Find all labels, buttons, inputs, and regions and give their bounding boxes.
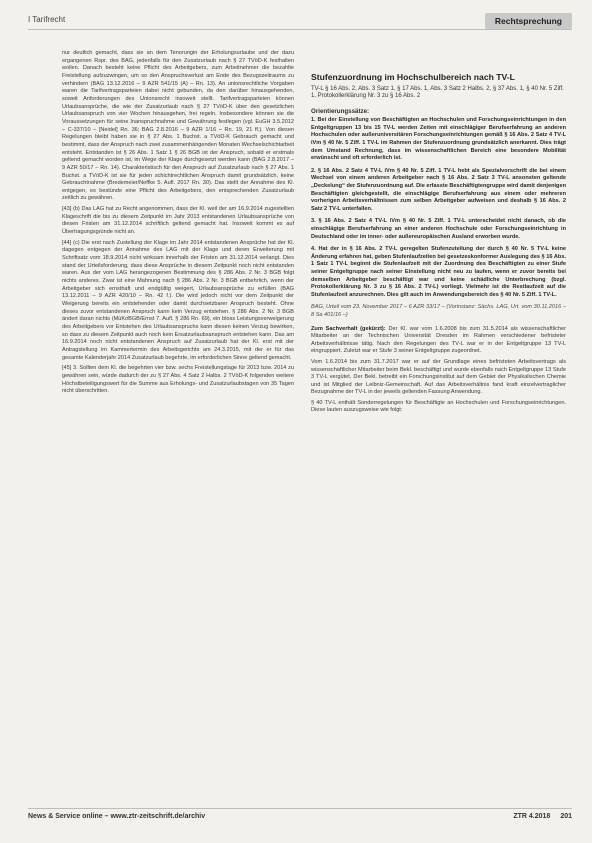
orientation-heading: Orientierungssätze:: [311, 107, 370, 115]
left-paragraph: [43] (b) Das LAG hat zu Recht angenommen, dass der Kl. weil der am 16.9.2014 zugestellten Klageschrift die bis zu diesem Zeitpunkt im Jahr 2013 entstandenen Urlaubsansprüche von diesen Fristen am 31.12.2014 schriftlich geltend gemacht hat. Insoweit kommt es auf Übertragungsgründe nicht an.: [62, 206, 294, 236]
court-citation: BAG, Urteil vom 23. November 2017 – 6 AZR 33/17 – (Vorinstanz: Sächs. LAG, Urt. vom 30.11.2016 – 8 Sa 401/16 –): [311, 304, 566, 318]
decision-title: Stufenzuordnung im Hochschulbereich nach TV-L: [311, 72, 515, 82]
body-text: Vom 1.6.2014 bis zum 31.7.2017 war er auf der Grundlage eines befristeten Arbeitsvertrags als wissenschaftlicher Mitarbeiter beim Bekl. beschäftigt und wurde ebenfalls nach Entgeltgruppe 13 Stufe 3 TV-L vergütet. Der Bekl. betreibt ein Forschungsinstitut auf dem Gebiet der Physikalischen Chemie und ist Mitglied der Leibniz-Gemeinschaft. Auf das Arbeitsverhältnis fand kraft einzelvertraglicher Bezugnahme der TV-L in der jeweils geltenden Fassung Anwendung.: [311, 358, 566, 396]
journal-issue: ZTR 4.2018: [513, 813, 551, 820]
left-paragraph: [45] 3. Sollten dem Kl. die begehrten vier bzw. sechs Freistellungstage für 2013 bzw. 2014 zu gewähren sein, würde dadurch der zu § 27 Abs. 4 Satz 2 Halbs. 2 TVöD-K folgenden weitere Höchstbeteiligungswert für die Summe aus Erholungs- und Zusatzurlaubstagen von 35 Tagen nicht überschritten.: [62, 365, 294, 395]
footer-issue: [513, 813, 572, 820]
leitsatz: 2. § 16 Abs. 2 Satz 4 TV-L iVm § 40 Nr. 5 Ziff. 1 TV-L hebt als Spezialvorschrift die bei einem Wechsel von einem anderen Arbeitgeber nach § 16 Abs. 2 Satz 3 TV-L ansonsten geltende „Deckelung“ der Stufenzuordnung auf. Die erfasste Beschäftigtengruppe wird damit denjenigen Beschäftigten gleichgestellt, die einschlägige Berufserfahrung aus einem oder mehreren vorherigen Arbeitsverhältnissen zum selben Arbeitgeber aufweisen und deshalb § 16 Abs. 2 Satz 2 TV-L unterfallen.: [311, 167, 566, 212]
norm-references: TV-L § 16 Abs. 2, Abs. 3 Satz 1, § 17 Abs. 1, Abs. 3 Satz 2 Halbs. 2, § 37 Abs. 1, § 40 Nr. 5 Ziff. 1, Protokollerklärung Nr. 3 zu § 16 Abs. 2: [311, 85, 564, 100]
body-paragraph: [311, 359, 566, 397]
left-paragraph: [44] (c) Die erst nach Zustellung der Klage im Jahr 2014 entstandenen Ansprüche hat der Kl. dagegen entgegen der Annahme des LAG mit der Klage und deren Erweiterung mit Schriftsatz vom 18.9.2014 nicht wirksam innerhalb der Fristen am 31.12.2014 verlangt. Dies stand der Urteilsforderung, dass diese Ansprüche in diesem Zeitpunkt noch nicht entstanden waren. Aus der vom LAG herangezogenen Bestimmung des § 286 Abs. 2 Nr. 3 BGB folgt nichts anderes. Zwar ist eine Mahnung nach § 286 Abs. 2 Nr. 3 BGB entbehrlich, wenn der Arbeitgeber sich ernsthaft und endgültig weigert, Urlaubsansprüche zu erfüllen (BAG 13.12.2011 – 9 AZR 420/10 – Rn. 42 f.). Die wird jedoch nicht vor dem Zeitpunkt der Weigerung bereits ein entstehender oder damit durchsetzbarer Anspruch besteht. Ohne dieses zuvor entstandenen Anspruch kann kein Verzug entstehen. § 286 Abs. 2 Nr. 3 BGB ändert daran nichts (MüKoBGB/Ernst 7. Aufl. § 286 Rn. 69), ein bloss Leistungsverweigerung des Arbeitgebers vor Entstehen des Urlaubsanspruchs kann diesen keinen Verzug bewirken, so dass zu diesem Zeitpunkt auch noch kein Ersatzurlaubsanspruch entstehen kann. Das am 16.9.2014 noch nicht entstandenen Anspruch auf Zusatzurlaub hat der Kl. erst mit der Antragstellung im Kammertermin des Arbeitsgerichts am 24.3.2015, mit der er für das gesamte Kalenderjahr 2014 Zusatzurlaub begehrte, im erforderlichen Sinne geltend gemacht.: [62, 239, 294, 361]
footer-archive-link[interactable]: News & Service online – www.ztr-zeitschrift.de/archiv: [28, 813, 206, 820]
body-paragraph: [311, 326, 566, 356]
left-text-column: [62, 50, 294, 399]
page-number: 201: [560, 813, 572, 820]
leitsatz: 1. Bei der Einstellung von Beschäftigten an Hochschulen und Forschungseinrichtungen in den Entgeltgruppen 13 bis 15 TV-L werden Zeiten mit einschlägiger Berufserfahrung an anderen Hochschulen oder außeruniversitären Forschungseinrichtungen gemäß § 16 Abs. 2 Satz 4 TV-L iVm § 40 Nr. 5 Ziff. 1 TV-L im Rahmen der Stufenzuordnung grundsätzlich anerkannt. Dies trägt dem Umstand Rechnung, dass im wissenschaftlichen Bereich eine besondere Mobilität erwünscht und oft erforderlich ist.: [311, 117, 566, 162]
body-lead: Zum Sachverhalt (gekürzt):: [311, 325, 386, 332]
leitsatz: 4. Hat der in § 16 Abs. 2 TV-L geregelten Stufenzuteilung der durch § 40 Nr. 5 TV-L keine Änderung erfahren hat, geben Stufenlaufzeiten bei gesetzeskonformer Auslegung des § 16 Abs. 1 Satz 1 TV-L beginnt die Stufenlaufzeit mit der Zuordnung des Beschäftigten zu einer Stufe seiner Entgeltgruppe nach seiner Einstellung nicht neu zu laufen, wenn er zuvor bereits bei demselben Arbeitgeber beschäftigt war und keine schädliche Unterbrechung (bzgl. Protokollerklärung Nr. 3 zu § 16 Abs. 2 TV-L) vorliegt. Vielmehr ist die Restlaufzeit auf die Stufenlaufzeit anzurechnen. Dies gilt auch im Anwendungsbereich des § 40 Nr. 5 Ziff. 1 TV-L.: [311, 246, 566, 298]
rubric-badge: Rechtsprechung: [485, 13, 572, 29]
left-paragraph: nur deutlich gemacht, dass sie an dem Tenorungin der Erholungsurlaube und der dazu ergangenen Rspr. des BAG, jedenfalls für den Zusatzurlaub nach § 27 TVöD-K festhalten wollen. Danach besteht keine Pflicht des Arbeitgebers, zum Arbeitnehmer die bezahlte Freistellung aufzuzwingen, um so den Anspruchsverlust am Ende des Bezugszeitraums zu verhindern (BAG 13.12.2016 – 9 AZR 541/15 (A) – Rn. 13). An unionsrechtliche Vorgaben waren die Tarifvertragsparteien dabei nicht gebunden, da den darüber hinausgehenden, soweit Anforderungen des Unionsrecht insoweit stellt. Tarifvertragsparteien können Urlaubsansprüche, die wie der Zusatzurlaub nach § 27 TVöD-K über den gesetzlichen Urlaubsanspruch von vier Wochen hinausgehen, frei regeln. Insbesondere können sie die Voraussetzungen für seine Inanspruchnahme und Gewährung festlegen (vgl. EuGH 3.5.2012 – C-337/10 – [Neidel] Rn. 36; BAG 2.8.2016 – 9 AZR 1/16 – Rn. 19, 21 ff.). Von diesen Regelungen bleibt haben sie in § 27 Abs. 1 Buchst. a TVöD-K Gebrauch gemacht und bestimmt, dass der Anspruch nach zwei zusammenhängenden Monaten Wechselschichtarbeit entsteht. Entstanden ist § 26 Abs. 1 Satz 1 § 26 BGB ist der Anspruch, sobald er erstmals geltend gemacht worden ist, im Wege der Klage durchgesetzt werden kann (BAG 2.8.2017 – 9 AZR 50/17 – Rn. 14). Charakteristisch für den Anspruch auf Zusatzurlaub nach § 27 Abs. 1 Buchst. a TVöD-K ist sie für jeden schichtrechtlichen Anspruch damit grundsätzlich, keine Gebrauchtnahme (Bredemeier/Neffke 5. Aufl. 2017 Rn. 30). Das stellt der Annahme des Kl. entgegen, es bestünde eine Pflicht des Arbeitgebers, den entsprechenden Zusatzurlaub zeitlich zu gewähren.: [62, 50, 294, 202]
body-text: § 40 TV-L enthält Sonderregelungen für Beschäftigte an Hochschulen und Forschungseinrichtungen. Diese lauten auszugsweise wie folgt:: [311, 399, 566, 414]
body-text: Der Kl. war vom 1.6.2008 bis zum 31.5.2014 als wissenschaftlicher Mitarbeiter an der Technischen Universität Dresden im Rahmen verschiedener befristeter Arbeitsverhältnisse tätig. Nach den Regelungen des TV-L war er in der Entgeltgruppe 13 TV-L eingruppiert. Zuletzt war er Stufe 3 seiner Entgeltgruppe zugeordnet.: [311, 325, 566, 355]
footer-divider: [28, 808, 572, 809]
header-divider: [28, 29, 572, 30]
body-paragraph: [311, 400, 566, 415]
section-header: I Tarifrecht: [28, 15, 66, 24]
right-text-column: [311, 72, 566, 418]
leitsatz: 3. § 16 Abs. 2 Satz 4 TV-L iVm § 40 Nr. 5 Ziff. 1 TV-L unterscheidet nicht danach, ob die einschlägige Berufserfahrung an einer anderen Hochschule oder Forschungseinrichtung in Deutschland oder im inner- oder außereuropäischen Ausland erworben wurde.: [311, 218, 566, 240]
